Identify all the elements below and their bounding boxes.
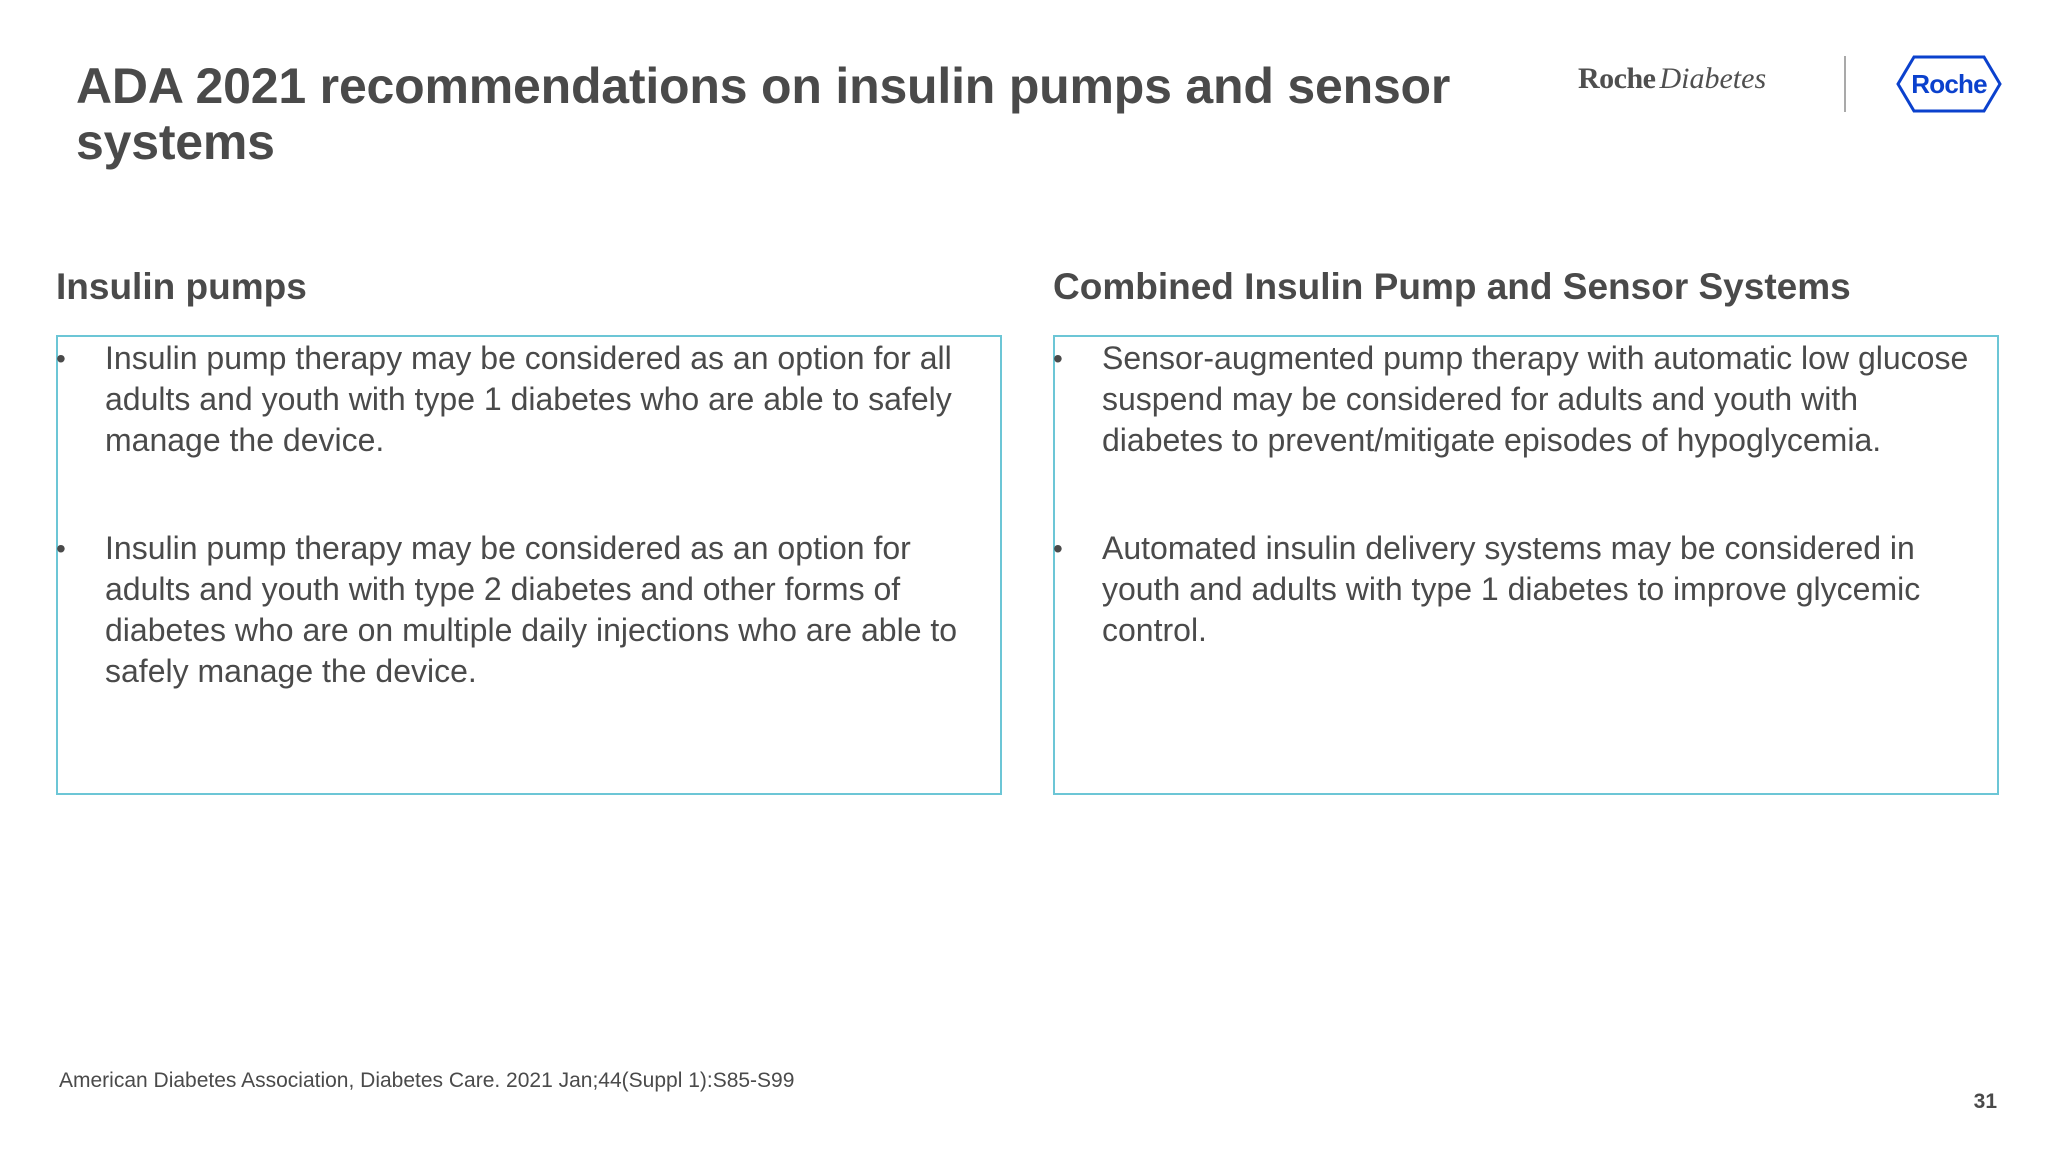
list-item — [58, 338, 982, 461]
bullet-text: Insulin pump therapy may be considered as an option for all adults and youth with type 1 diabetes who are able to safely manage the device. — [105, 340, 952, 458]
combined-systems-panel — [1053, 335, 1999, 795]
list-item — [58, 528, 982, 692]
insulin-pumps-panel — [56, 335, 1002, 795]
bullet-icon: • — [1053, 343, 1063, 374]
bullet-text: Automated insulin delivery systems may be considered in youth and adults with type 1 diabetes to improve glycemic control. — [1102, 530, 1921, 648]
roche-logo-text: Roche — [1911, 69, 1987, 99]
combined-systems-list — [1055, 338, 1979, 718]
list-item — [1055, 338, 1979, 461]
page-number: 31 — [1973, 1090, 1997, 1113]
citation-footnote: American Diabetes Association, Diabetes Care. 2021 Jan;44(Suppl 1):S85-S99 — [59, 1069, 795, 1092]
roche-wordmark-part: Roche — [1578, 62, 1656, 95]
bullet-icon: • — [56, 533, 66, 564]
bullet-text: Insulin pump therapy may be considered as an option for adults and youth with type 2 diabetes and other forms of diabetes who are on multiple daily injections who are able to safely manage the device. — [105, 530, 958, 689]
brand-divider — [1844, 56, 1846, 112]
combined-systems-heading: Combined Insulin Pump and Sensor Systems — [1053, 266, 1851, 307]
slide-title: ADA 2021 recommendations on insulin pumps and sensor systems — [76, 58, 1451, 170]
bullet-text: Sensor-augmented pump therapy with automatic low glucose suspend may be considered for adults and youth with diabetes to prevent/mitigate episodes of hypoglycemia. — [1102, 340, 1969, 458]
bullet-icon: • — [1053, 533, 1063, 564]
insulin-pumps-list — [58, 338, 982, 759]
list-item — [1055, 528, 1979, 651]
roche-diabetes-wordmark — [1578, 62, 1766, 96]
bullet-icon: • — [56, 343, 66, 374]
insulin-pumps-heading: Insulin pumps — [56, 266, 307, 307]
diabetes-wordmark-part: Diabetes — [1659, 62, 1767, 95]
roche-logo-icon — [1896, 54, 2002, 114]
